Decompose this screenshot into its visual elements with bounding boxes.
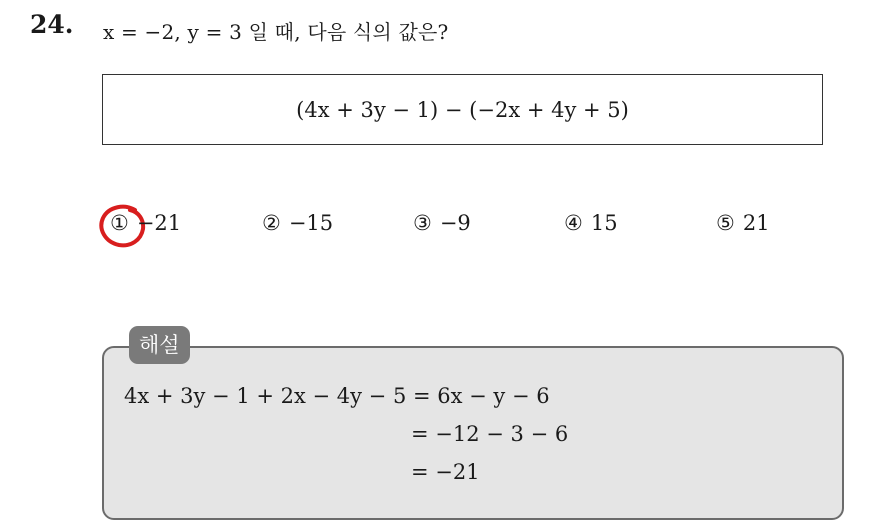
choice-2[interactable] bbox=[262, 211, 333, 235]
choice-3-mark: ③ bbox=[413, 211, 432, 235]
choice-4[interactable] bbox=[564, 211, 618, 235]
solution-line-1: 4x + 3y − 1 + 2x − 4y − 5 = 6x − y − 6 bbox=[124, 384, 550, 408]
expression-box bbox=[102, 74, 823, 145]
choice-4-value: 15 bbox=[590, 211, 618, 235]
choice-1-mark: ① bbox=[110, 211, 129, 235]
question-number: 24. bbox=[30, 10, 74, 39]
choice-3[interactable] bbox=[413, 211, 471, 235]
choice-4-mark: ④ bbox=[564, 211, 583, 235]
solution-line-2: = −12 − 3 − 6 bbox=[411, 422, 569, 446]
choice-3-value: −9 bbox=[439, 211, 471, 235]
choice-5[interactable] bbox=[716, 211, 770, 235]
choice-2-value: −15 bbox=[288, 211, 334, 235]
question-text: x = −2, y = 3 일 때, 다음 식의 값은? bbox=[103, 20, 449, 44]
solution-label: 해설 bbox=[129, 326, 190, 364]
choice-1[interactable] bbox=[110, 211, 181, 235]
choice-1-value: −21 bbox=[136, 211, 182, 235]
choice-5-value: 21 bbox=[742, 211, 770, 235]
choice-2-mark: ② bbox=[262, 211, 281, 235]
expression: (4x + 3y − 1) − (−2x + 4y + 5) bbox=[296, 97, 629, 122]
solution-line-3: = −21 bbox=[411, 460, 480, 484]
choice-5-mark: ⑤ bbox=[716, 211, 735, 235]
